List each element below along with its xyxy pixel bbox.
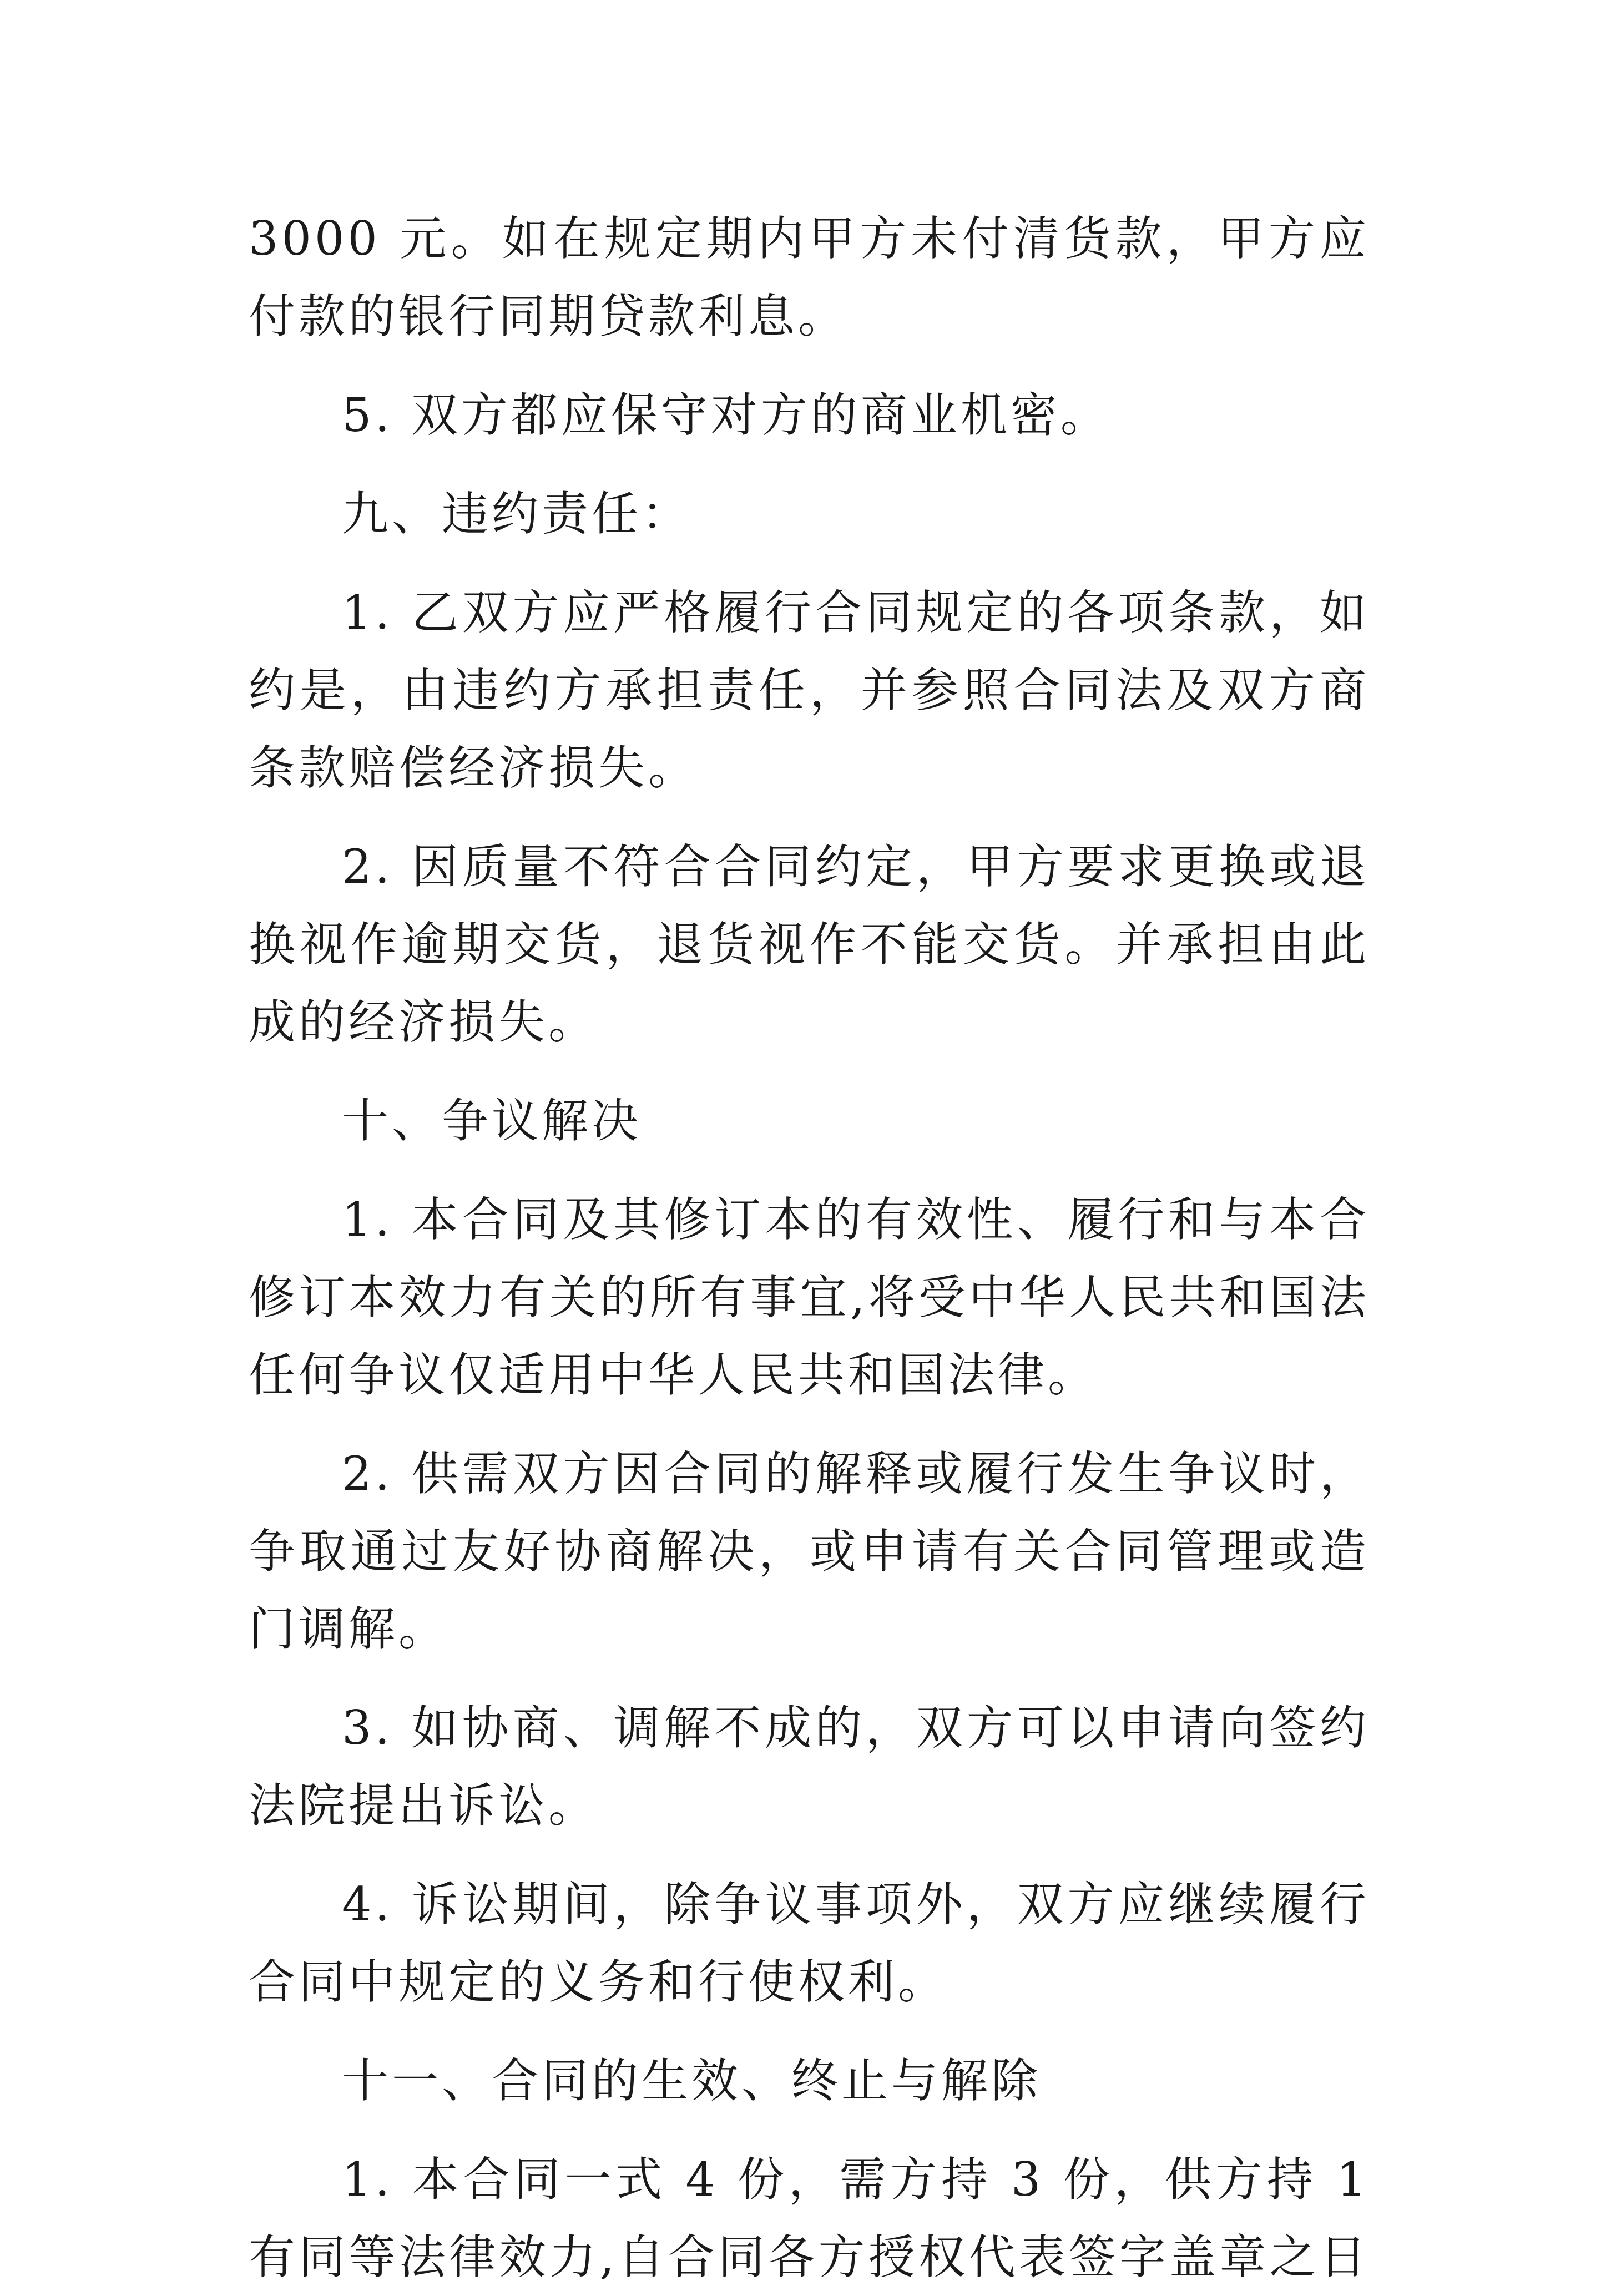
text-line: 约是，由违约方承担责任，并参照合同法及双方商 bbox=[249, 663, 1370, 717]
text-line: 3000 元。如在规定期内甲方未付清货款，甲方应 bbox=[249, 211, 1370, 266]
text-line: 十、争议解决 bbox=[342, 1094, 642, 1148]
paragraph-gap bbox=[249, 2120, 1370, 2141]
text-line: 合同中规定的义务和行使权利。 bbox=[249, 1955, 948, 2009]
paragraph-gap bbox=[249, 553, 1370, 574]
text-line: 争取通过友好协商解决，或申请有关合同管理或造 bbox=[249, 1524, 1370, 1579]
paragraph-gap bbox=[249, 454, 1370, 475]
paragraph-gap bbox=[249, 2021, 1370, 2042]
text-line: 十一、合同的生效、终止与解除 bbox=[342, 2054, 1042, 2108]
text-line: 5. 双方都应保守对方的商业机密。 bbox=[342, 388, 1110, 442]
paragraph-gap bbox=[249, 1160, 1370, 1181]
text-line: 条款赔偿经济损失。 bbox=[249, 741, 699, 795]
text-line: 4. 诉讼期间，除争议事项外，双方应继续履行 bbox=[342, 1877, 1370, 1931]
document-body bbox=[249, 200, 1370, 2296]
text-line: 成的经济损失。 bbox=[249, 995, 599, 1049]
paragraph-gap bbox=[249, 1061, 1370, 1082]
text-line: 3. 如协商、调解不成的，双方可以申请向签约 bbox=[342, 1701, 1370, 1755]
paragraph-gap bbox=[249, 807, 1370, 828]
text-line: 任何争议仅适用中华人民共和国法律。 bbox=[249, 1348, 1098, 1402]
paragraph-gap bbox=[249, 1414, 1370, 1435]
text-line: 2. 供需双方因合同的解释或履行发生争议时， bbox=[342, 1447, 1370, 1501]
text-line: 1. 本合同一式 4 份，需方持 3 份，供方持 1 bbox=[342, 2152, 1370, 2207]
paragraph-gap bbox=[249, 1668, 1370, 1689]
text-line: 付款的银行同期贷款利息。 bbox=[249, 289, 849, 343]
text-line: 1. 本合同及其修订本的有效性、履行和与本合 bbox=[342, 1192, 1370, 1247]
paragraph-gap bbox=[249, 355, 1370, 376]
text-line: 九、违约责任： bbox=[342, 487, 692, 541]
text-line: 1. 乙双方应严格履行合同规定的各项条款，如 bbox=[342, 585, 1370, 640]
text-line: 修订本效力有关的所有事宜,将受中华人民共和国法 bbox=[249, 1270, 1370, 1324]
text-line: 门调解。 bbox=[249, 1602, 449, 1656]
text-line: 换视作逾期交货，退货视作不能交货。并承担由此 bbox=[249, 917, 1370, 972]
text-line: 2. 因质量不符合合同约定，甲方要求更换或退 bbox=[342, 839, 1370, 894]
text-line: 法院提出诉讼。 bbox=[249, 1778, 599, 1833]
text-line: 有同等法律效力,自合同各方授权代表签字盖章之日 bbox=[249, 2230, 1370, 2284]
paragraph-gap bbox=[249, 1844, 1370, 1865]
